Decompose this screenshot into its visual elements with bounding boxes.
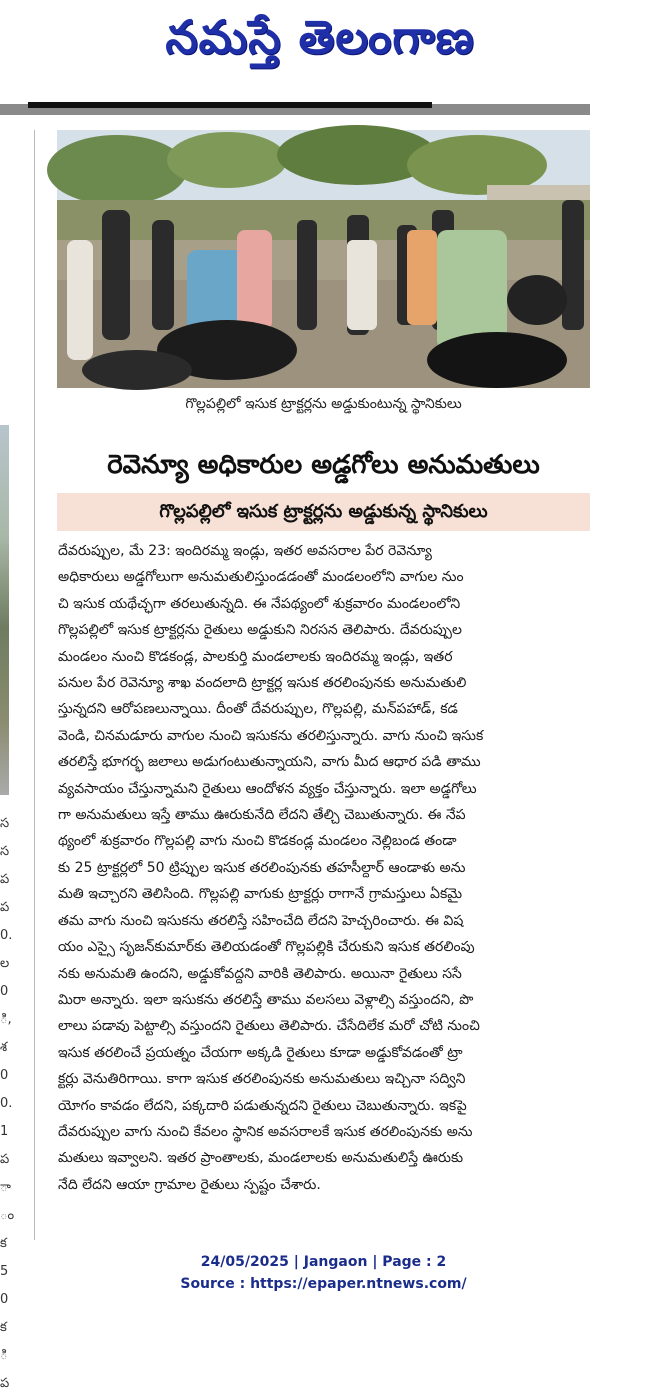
masthead-rule-black	[28, 102, 432, 108]
article-body-line: లాలు పడావు పెట్టాల్సి వస్తుందని రైతులు తెలిపారు. చేసేదిలేక మరో చోటి నుంచి	[58, 1018, 480, 1035]
adjacent-column-fragment: 5	[0, 1264, 9, 1279]
adjacent-column-fragment: ప	[0, 1376, 10, 1391]
article-body-line: కు 25 ట్రాక్టర్లలో 50 ట్రిప్పుల ఇసుక తరలింపునకు తహసీల్దార్ ఆండాళు అను	[58, 859, 466, 876]
footer-date-line: 24/05/2025 | Jangaon | Page : 2	[200, 1254, 447, 1270]
article-body-line: నకు అనుమతి ఉందని, అడ్డుకోవద్దని వారికి తెలిపారు. అయినా రైతులు ససే	[58, 965, 462, 982]
adjacent-column-fragment: క	[0, 1236, 7, 1251]
adjacent-photo-edge	[0, 425, 9, 795]
adjacent-column-fragment: శ	[0, 1040, 8, 1055]
article-body-line: ఇసుక తరలించే ప్రయత్నం చేయగా అక్కడి రైతులు కూడా అడ్డుకోవడంతో ట్రా	[58, 1044, 463, 1061]
adjacent-column-fragment: స	[0, 816, 10, 831]
footer-source-line: Source : https://epaper.ntnews.com/	[180, 1276, 467, 1292]
article-body-line: స్తున్నదని ఆరోపణలున్నాయి. దీంతో దేవరుప్పుల, గొల్లపల్లి, మన్‌పహాడ్, కడ	[58, 701, 458, 718]
adjacent-column-fragment: 0.	[0, 1096, 13, 1111]
adjacent-column-fragment: ి	[0, 1348, 8, 1363]
article-body-line: మతి ఇచ్చారని తెలిసింది. గొల్లపల్లి వాగుకు ట్రాక్టర్లు రాగానే గ్రామస్తులు ఏకమై	[58, 886, 463, 903]
article-body-line: చి ఇసుక యథేచ్ఛగా తరలుతున్నది. ఈ నేపథ్యంలో శుక్రవారం మండలంలోని	[58, 595, 461, 612]
adjacent-column-fragment: ప	[0, 1152, 10, 1167]
article-body-line: వెండి, చినమడూరు వాగుల నుంచి ఇసుకను తరలిస్తున్నారు. వాగు నుంచి ఇసుక	[58, 727, 484, 744]
adjacent-column-fragment: 0	[0, 1068, 9, 1083]
article-body-line: వ్యవసాయం చేస్తున్నామని రైతులు ఆందోళన వ్యక్తం చేస్తున్నారు. ఇలా అడ్డగోలు	[58, 780, 477, 797]
adjacent-column-fragment: 0	[0, 1292, 9, 1307]
adjacent-column-text	[0, 810, 15, 1398]
adjacent-column-strip	[0, 130, 34, 1391]
article-body-line: తమ వాగు నుంచి ఇసుకను తరలిస్తే సహించేది లేదని హెచ్చరించారు. ఈ విష	[58, 912, 464, 929]
adjacent-column-fragment: 1	[0, 1124, 9, 1139]
protest-scene-image	[57, 130, 590, 388]
article-body-line: దేవరుప్పుల వాగు నుంచి కేవలం స్థానిక అవసరాలకే ఇసుక తరలింపునకు అను	[58, 1123, 473, 1140]
adjacent-column-fragment: క	[0, 1320, 7, 1335]
article-body-line: మిరా అన్నారు. ఇలా ఇసుకను తరలిస్తే తాము వలసలు వెళ్లాల్సి వస్తుందని, పొ	[58, 991, 474, 1008]
newspaper-logo: నమస్తే తెలంగాణ	[165, 10, 475, 64]
adjacent-column-fragment: 0	[0, 984, 9, 999]
article-body-line: తరలిస్తే భూగర్భ జలాలు అడుగంటుతున్నాయని, వాగు మీద ఆధార పడి తాము	[58, 754, 481, 771]
article-body-line: క్టర్లు వెనుతిరిగాయి. కాగా ఇసుక తరలింపునకు అనుమతులు ఇచ్చినా సద్విని	[58, 1071, 466, 1088]
article-body-line: గొల్లపల్లిలో ఇసుక ట్రాక్టర్లను రైతులు అడ్డుకుని నిరసన తెలిపారు. దేవరుప్పుల	[58, 622, 462, 639]
article-body-line: మతులు ఇవ్వాలని. ఇతర ప్రాంతాలకు, మండలాలకు అనుమతులిస్తే ఊరుకు	[58, 1150, 464, 1167]
article-subheadline: గొల్లపల్లిలో ఇసుక ట్రాక్టర్లను అడ్డుకున్న స్థానికులు	[57, 493, 590, 531]
article-body-line: నేది లేదని ఆయా గ్రామాల రైతులు స్పష్టం చేశారు.	[58, 1176, 321, 1193]
adjacent-column-fragment: స	[0, 844, 10, 859]
news-photo	[57, 130, 590, 388]
adjacent-column-fragment: ప	[0, 872, 10, 887]
adjacent-column-fragment: 0.	[0, 928, 13, 943]
article-headline: రెవెన్యూ అధికారుల అడ్డగోలు అనుమతులు	[107, 450, 540, 480]
article-body-line: యం ఎస్సై సృజన్‌కుమార్‌కు తెలియడంతో గొల్లపల్లికి చేరుకుని ఇసుక తరలింపు	[58, 939, 475, 956]
adjacent-column-fragment: ప	[0, 900, 10, 915]
adjacent-column-fragment: ి,	[0, 1012, 12, 1027]
article-body-line: అధికారులు అడ్డగోలుగా అనుమతులిస్తుండడంతో మండలంలోని వాగుల నుం	[58, 569, 464, 586]
article-body-line: థ్యంలో శుక్రవారం గొల్లపల్లి వాగు నుంచి కొడకండ్ల మండలం నెల్లిబండ తండా	[58, 833, 457, 850]
column-divider	[34, 130, 35, 1240]
adjacent-column-fragment: ా	[0, 1180, 11, 1195]
article-body-line: పనుల పేర రెవెన్యూ శాఖ వందలాది ట్రాక్టర్ల ఇసుక తరలింపునకు అనుమతులి	[58, 675, 467, 692]
article-body-line: దేవరుప్పుల, మే 23: ఇందిరమ్మ ఇండ్లు, ఇతర అవసరాల పేర రెవెన్యూ	[58, 543, 432, 559]
photo-caption: గొల్లపల్లిలో ఇసుక ట్రాక్టర్లను అడ్డుకుంటున్న స్థానికులు	[185, 396, 462, 412]
article-body-line: యోగం కావడం లేదని, పక్కదారి పడుతున్నదని రైతులు చెబుతున్నారు. ఇకపై	[58, 1097, 467, 1114]
article-body	[58, 538, 590, 1198]
masthead	[0, 0, 647, 80]
adjacent-column-fragment: ం	[0, 1208, 15, 1223]
article-body-line: మండలం నుంచి కొడకండ్ల, పాలకుర్తి మండలాలకు ఇందిరమ్మ ఇండ్లు, ఇతర	[58, 648, 453, 665]
article-body-line: గా అనుమతులు ఇస్తే తాము ఊరుకునేది లేదని తేల్చి చెబుతున్నారు. ఈ నేప	[58, 807, 466, 824]
adjacent-column-fragment: ల	[0, 956, 10, 971]
